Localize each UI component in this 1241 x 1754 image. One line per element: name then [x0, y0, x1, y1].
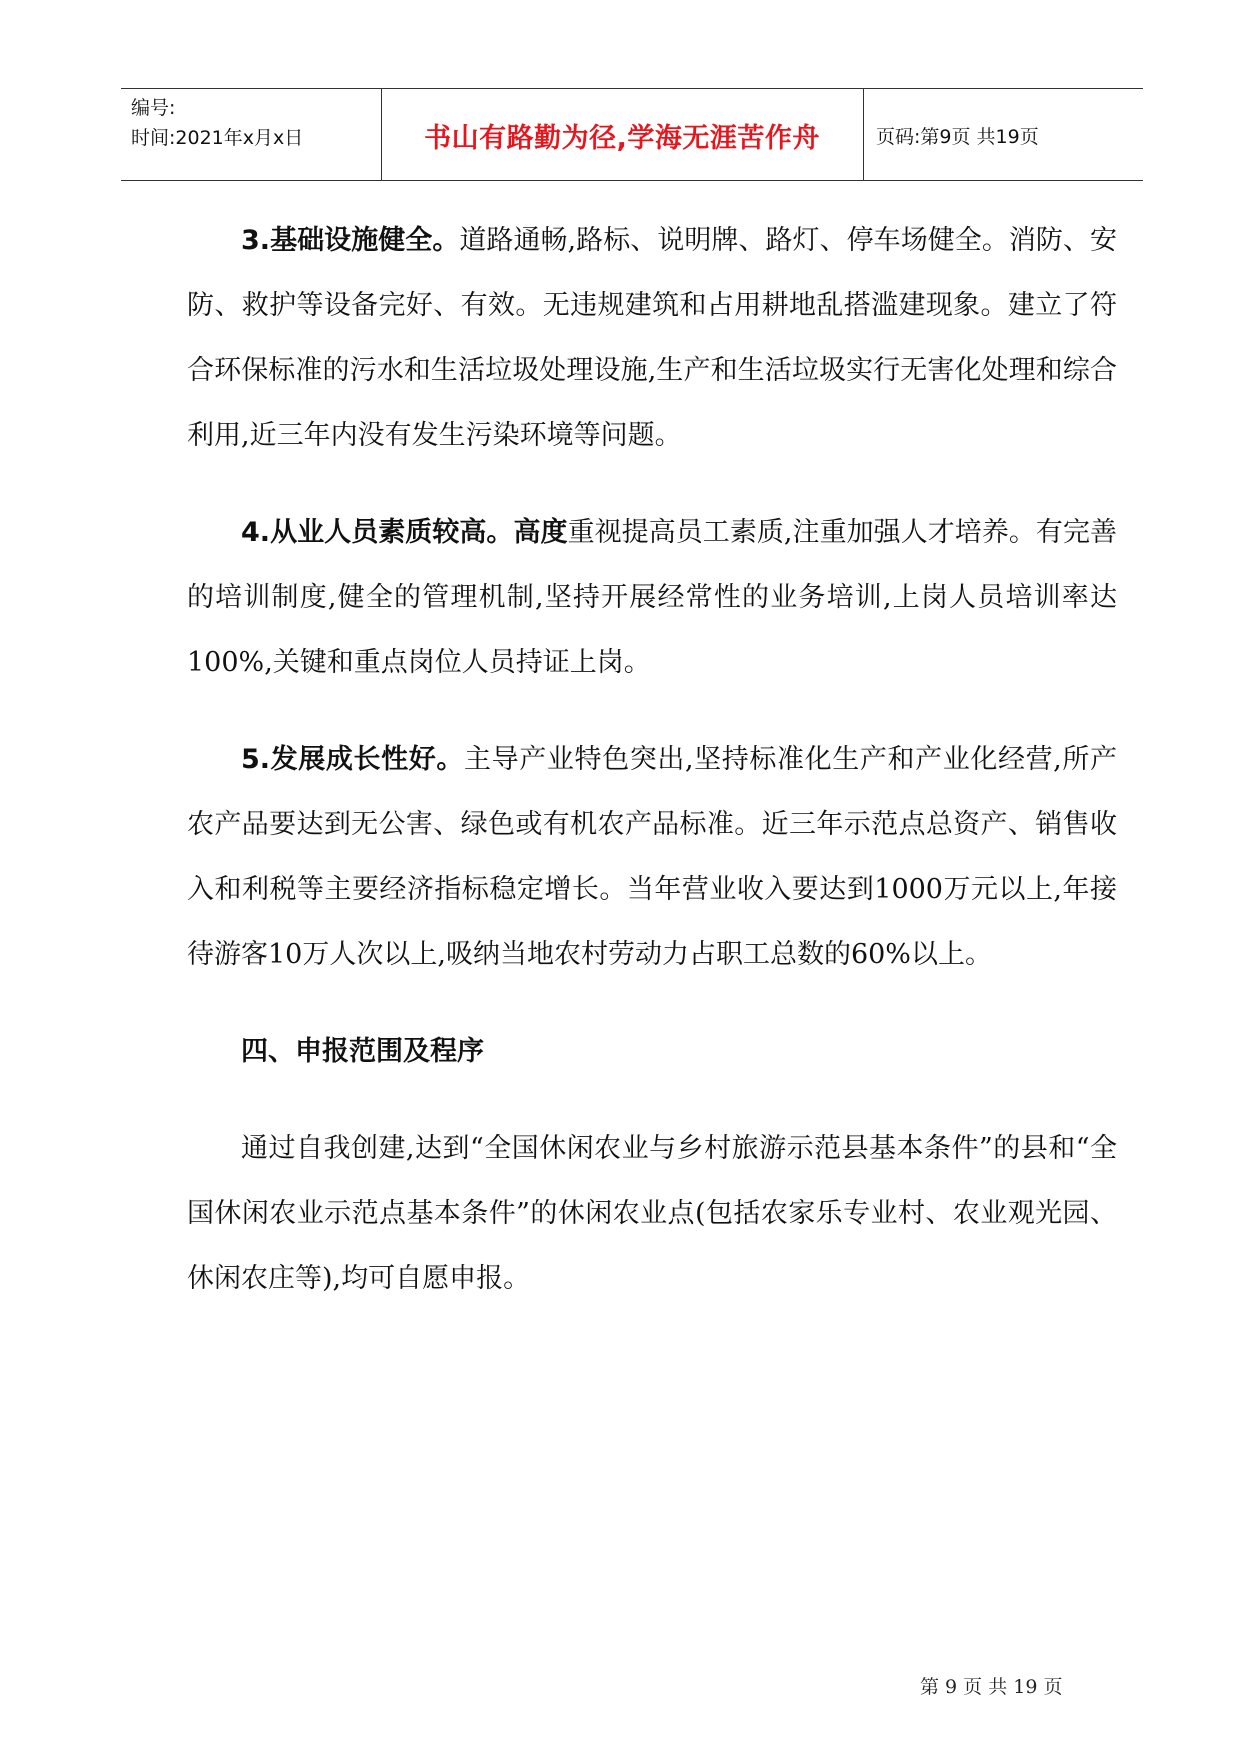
- paragraph-staff-quality: [187, 500, 1117, 695]
- paragraph-text: 主导产业特色突出,坚持标准化生产和产业化经营,所产农产品要达到无公害、绿色或有机农产品标准。近三年示范点总资产、销售收入和利税等主要经济指标稳定增长。当年营业收入要达到1000万元以上,年接待游客10万人次以上,吸纳当地农村劳动力占职工总数的60%以上。: [187, 744, 1117, 970]
- page-header: [121, 88, 1143, 181]
- header-divider: [863, 89, 864, 180]
- paragraph-lead: 3.基础设施健全。: [241, 225, 460, 256]
- header-motto: 书山有路勤为径,学海无涯苦作舟: [424, 123, 820, 154]
- document-time-label: 时间:2021年x月x日: [131, 127, 304, 149]
- document-body: [187, 208, 1117, 1343]
- page-footer: 第 9 页 共 19 页: [920, 1676, 1063, 1698]
- paragraph-text: 道路通畅,路标、说明牌、路灯、停车场健全。消防、安防、救护等设备完好、有效。无违规建筑和占用耕地乱搭滥建现象。建立了符合环保标准的污水和生活垃圾处理设施,生产和生活垃圾实行无害化处理和综合利用,近三年内没有发生污染环境等问题。: [187, 225, 1117, 451]
- paragraph-text: 重视提高员工素质,注重加强人才培养。有完善的培训制度,健全的管理机制,坚持开展经常性的业务培训,上岗人员培训率达 100%,关键和重点岗位人员持证上岗。: [187, 517, 1117, 678]
- paragraph-lead: 4.从业人员素质较高。高度: [241, 517, 568, 548]
- paragraph-infrastructure: [187, 208, 1117, 468]
- document-number-label: 编号:: [131, 97, 176, 119]
- paragraph-lead: 5.发展成长性好。: [241, 744, 464, 775]
- paragraph-application-scope: [187, 1116, 1117, 1311]
- header-page-number: 页码:第9页 共19页: [876, 126, 1039, 148]
- paragraph-text: 通过自我创建,达到“全国休闲农业与乡村旅游示范县基本条件”的县和“全国休闲农业示范点基本条件”的休闲农业点(包括农家乐专业村、农业观光园、休闲农庄等),均可自愿申报。: [187, 1133, 1117, 1294]
- header-meta: [131, 93, 303, 153]
- paragraph-growth: [187, 727, 1117, 987]
- section-heading: 四、申报范围及程序: [241, 1036, 484, 1067]
